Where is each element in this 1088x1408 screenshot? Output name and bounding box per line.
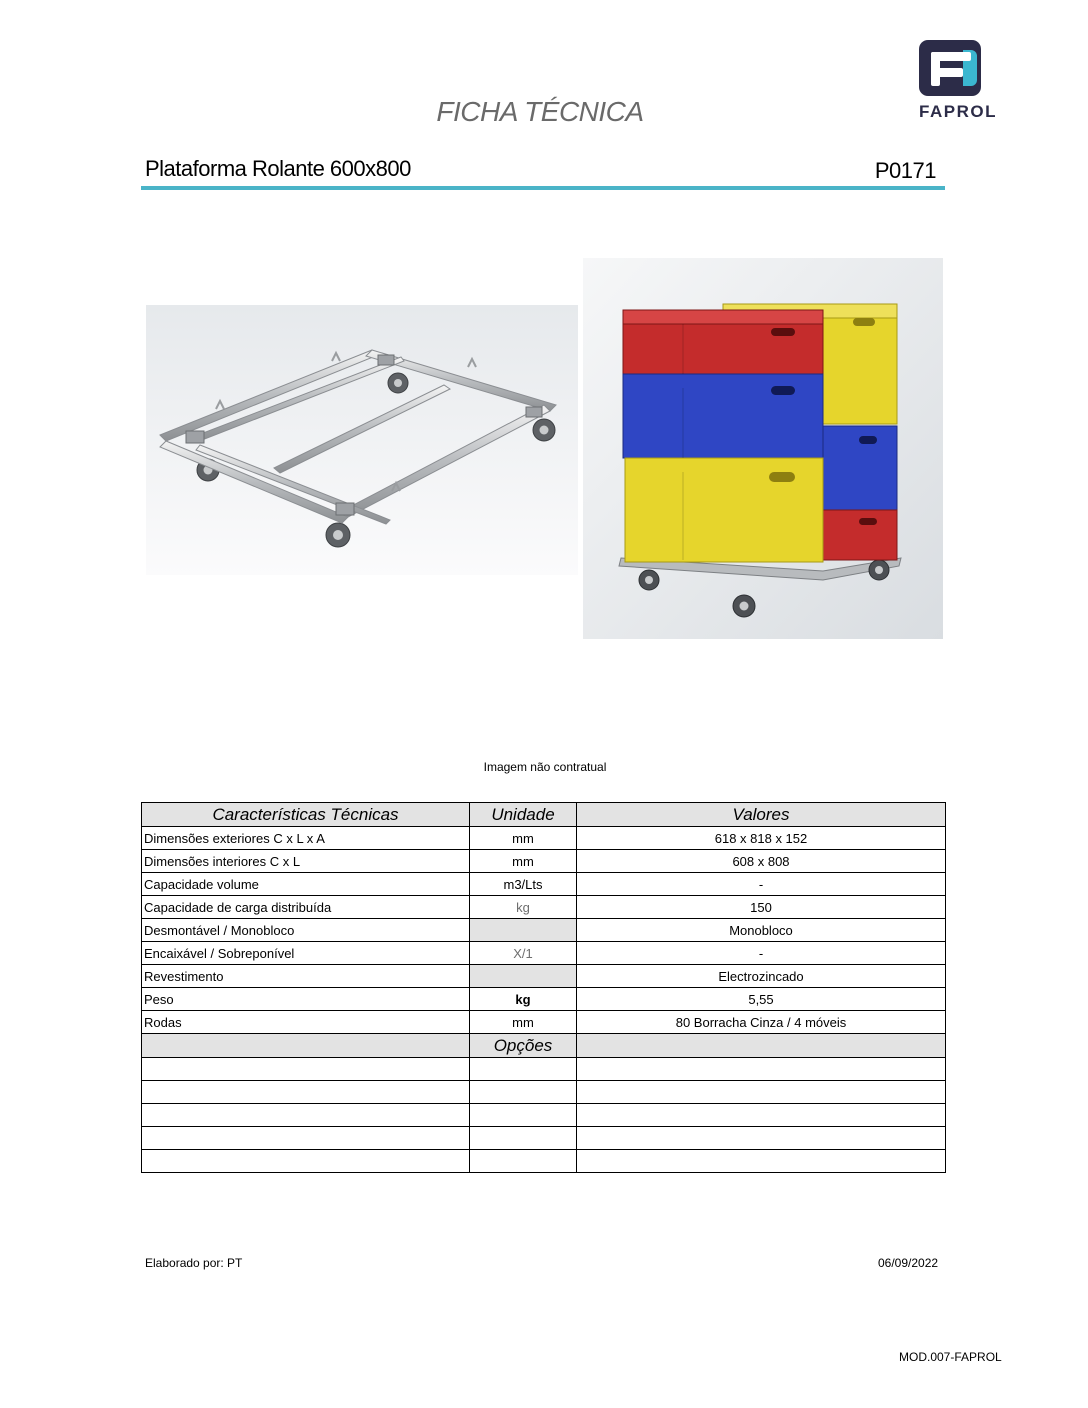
option-row: [142, 1127, 946, 1150]
form-code: MOD.007-FAPROL: [899, 1350, 1002, 1364]
options-header: Opções: [470, 1034, 577, 1058]
option-cell: [470, 1127, 577, 1150]
spec-unit: X/1: [470, 942, 577, 965]
option-cell: [577, 1081, 946, 1104]
option-cell: [142, 1081, 470, 1104]
table-row: [142, 965, 946, 988]
option-cell: [577, 1058, 946, 1081]
option-cell: [470, 1104, 577, 1127]
spec-unit: [470, 965, 577, 988]
table-row: [142, 1011, 946, 1034]
elaborated-by: Elaborado por: PT: [145, 1256, 243, 1270]
spec-unit: m3/Lts: [470, 873, 577, 896]
option-cell: [577, 1150, 946, 1173]
table-row: [142, 919, 946, 942]
spec-value: 608 x 808: [577, 850, 946, 873]
option-cell: [470, 1081, 577, 1104]
spec-label: Capacidade de carga distribuída: [142, 896, 470, 919]
spec-label: Desmontável / Monobloco: [142, 919, 470, 942]
title-underline: [141, 186, 945, 190]
spec-unit: kg: [470, 988, 577, 1011]
option-cell: [142, 1127, 470, 1150]
option-cell: [577, 1104, 946, 1127]
spec-value: -: [577, 942, 946, 965]
spec-unit: mm: [470, 850, 577, 873]
header-unidade: Unidade: [470, 803, 577, 827]
spec-label: Peso: [142, 988, 470, 1011]
spec-value: 618 x 818 x 152: [577, 827, 946, 850]
logo-wordmark: FAPROL: [919, 102, 997, 121]
option-row: [142, 1104, 946, 1127]
option-row: [142, 1058, 946, 1081]
spec-unit: [470, 919, 577, 942]
specifications-table: [141, 802, 946, 1173]
options-header-blank: [577, 1034, 946, 1058]
faprol-logo: [913, 38, 1001, 122]
document-date: 06/09/2022: [878, 1256, 939, 1270]
spec-label: Capacidade volume: [142, 873, 470, 896]
options-header-blank: [142, 1034, 470, 1058]
spec-value: Electrozincado: [577, 965, 946, 988]
image-disclaimer: Imagem não contratual: [483, 760, 607, 774]
option-cell: [470, 1058, 577, 1081]
spec-value: -: [577, 873, 946, 896]
logo-mark-icon: [919, 40, 981, 96]
option-row: [142, 1081, 946, 1104]
spec-value: 5,55: [577, 988, 946, 1011]
spec-value: Monobloco: [577, 919, 946, 942]
product-name: Plataforma Rolante 600x800: [145, 156, 411, 181]
option-cell: [142, 1150, 470, 1173]
document-title: FICHA TÉCNICA: [436, 96, 644, 127]
header-valores: Valores: [577, 803, 946, 827]
spec-unit: kg: [470, 896, 577, 919]
spec-label: Dimensões exteriores C x L x A: [142, 827, 470, 850]
rolling-platform-with-crates-image: [583, 258, 943, 639]
header-caracteristicas: Características Técnicas: [142, 803, 470, 827]
table-row: [142, 896, 946, 919]
option-cell: [577, 1127, 946, 1150]
product-code: P0171: [874, 158, 936, 183]
spec-label: Rodas: [142, 1011, 470, 1034]
options-header-row: [142, 1034, 946, 1058]
rolling-platform-frame-image: [146, 305, 578, 575]
option-cell: [142, 1058, 470, 1081]
spec-value: 80 Borracha Cinza / 4 móveis: [577, 1011, 946, 1034]
option-cell: [142, 1104, 470, 1127]
table-row: [142, 942, 946, 965]
table-row: [142, 873, 946, 896]
spec-label: Encaixável / Sobreponível: [142, 942, 470, 965]
table-row: [142, 850, 946, 873]
table-row: [142, 827, 946, 850]
spec-label: Dimensões interiores C x L: [142, 850, 470, 873]
table-row: [142, 988, 946, 1011]
spec-unit: mm: [470, 1011, 577, 1034]
table-header-row: [142, 803, 946, 827]
spec-value: 150: [577, 896, 946, 919]
spec-label: Revestimento: [142, 965, 470, 988]
option-cell: [470, 1150, 577, 1173]
option-row: [142, 1150, 946, 1173]
spec-unit: mm: [470, 827, 577, 850]
